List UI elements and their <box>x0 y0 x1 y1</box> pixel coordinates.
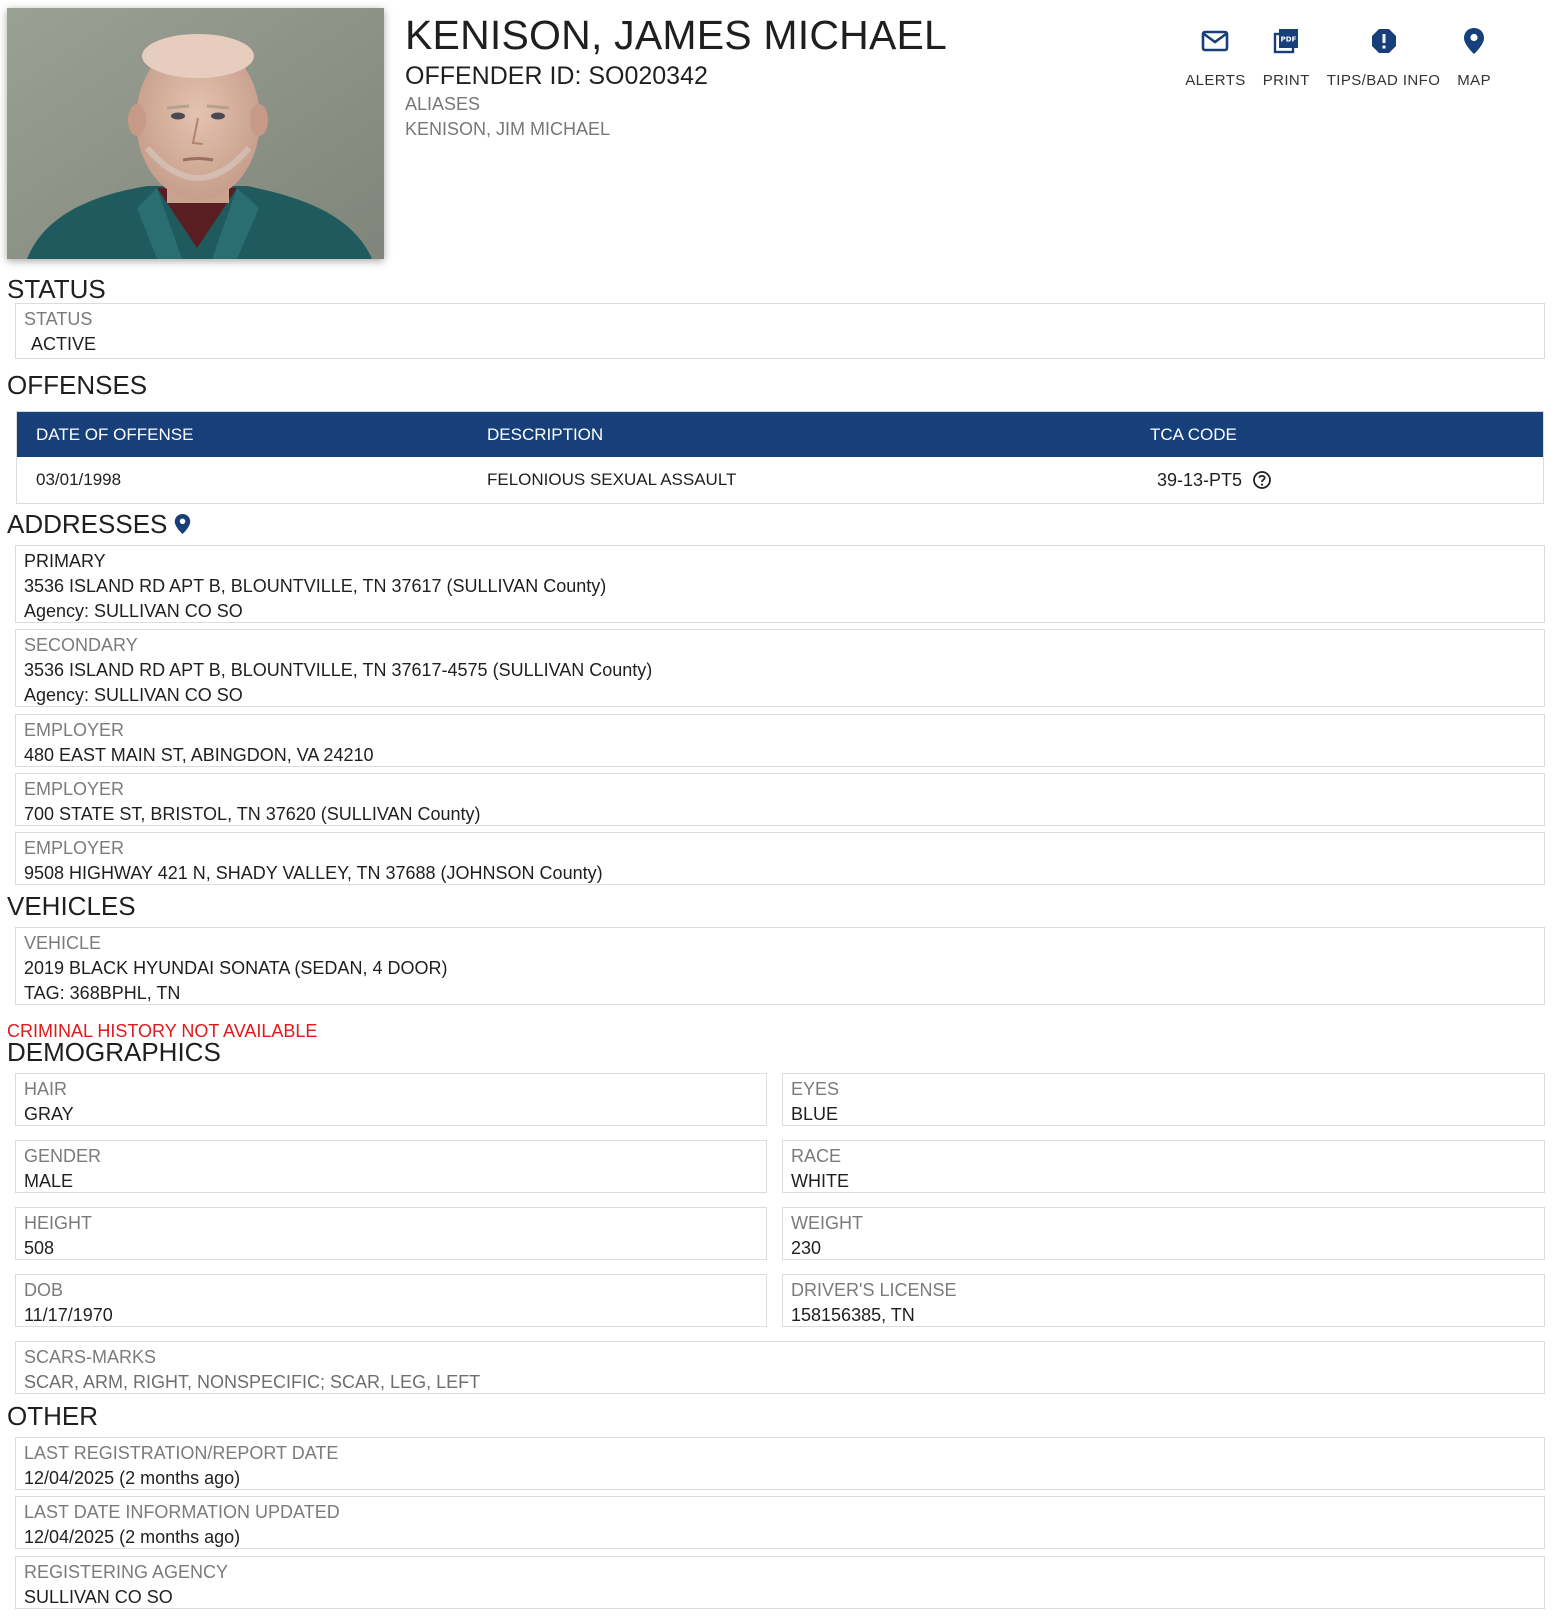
address-type: PRIMARY <box>24 551 106 571</box>
field-value: WHITE <box>791 1171 849 1191</box>
vehicle-label: VEHICLE <box>24 933 102 953</box>
vehicle-box <box>15 927 1545 1005</box>
field-value: 230 <box>791 1238 822 1258</box>
print-label: PRINT <box>1262 72 1310 89</box>
field-label: LAST DATE INFORMATION UPDATED <box>24 1502 340 1522</box>
status-section-title: STATUS <box>7 274 106 304</box>
addresses-section-title <box>7 509 191 539</box>
address-line: 700 STATE ST, BRISTOL, TN 37620 (SULLIVAN County) <box>24 804 481 824</box>
field-value: GRAY <box>24 1104 74 1124</box>
offender-photo <box>7 8 384 259</box>
status-box <box>15 303 1545 359</box>
field-label: SCARS-MARKS <box>24 1347 157 1367</box>
field-label: WEIGHT <box>791 1213 863 1233</box>
column-date-of-offense: DATE OF OFFENSE <box>36 424 194 444</box>
map-pin-icon <box>1463 22 1485 60</box>
gender-field <box>15 1140 767 1193</box>
table-row <box>17 457 1543 503</box>
field-value: SCAR, ARM, RIGHT, NONSPECIFIC; SCAR, LEG, LEFT <box>24 1372 481 1392</box>
vehicle-tag: TAG: 368BPHL, TN <box>24 983 181 1003</box>
race-field <box>782 1140 1545 1193</box>
field-value: 158156385, TN <box>791 1305 915 1325</box>
offenses-table-header <box>17 412 1543 457</box>
action-bar <box>1168 22 1491 89</box>
address-agency: Agency: SULLIVAN CO SO <box>24 685 243 705</box>
offense-description: FELONIOUS SEXUAL ASSAULT <box>487 470 737 489</box>
address-primary <box>15 545 1545 623</box>
drivers-license-field <box>782 1274 1545 1327</box>
field-value: 508 <box>24 1238 55 1258</box>
help-icon[interactable] <box>1252 470 1272 490</box>
address-employer <box>15 832 1545 885</box>
addresses-title: ADDRESSES <box>7 509 168 539</box>
field-label: LAST REGISTRATION/REPORT DATE <box>24 1443 339 1463</box>
mugshot-image <box>7 8 384 259</box>
tca-code-value: 39-13-PT5 <box>1157 469 1243 490</box>
address-line: 480 EAST MAIN ST, ABINGDON, VA 24210 <box>24 745 374 765</box>
offender-id: OFFENDER ID: SO020342 <box>405 62 708 90</box>
address-line: 9508 HIGHWAY 421 N, SHADY VALLEY, TN 37688 (JOHNSON County) <box>24 863 603 883</box>
mail-icon <box>1201 22 1229 60</box>
print-button[interactable] <box>1263 22 1310 89</box>
map-pin-icon[interactable] <box>174 512 191 536</box>
offenses-section-title: OFFENSES <box>7 370 148 400</box>
column-description: DESCRIPTION <box>487 424 604 444</box>
vehicle-description: 2019 BLACK HYUNDAI SONATA (SEDAN, 4 DOOR) <box>24 958 448 978</box>
address-line: 3536 ISLAND RD APT B, BLOUNTVILLE, TN 37617 (SULLIVAN County) <box>24 576 607 596</box>
alert-octagon-icon <box>1370 22 1398 60</box>
tca-code <box>1150 470 1272 491</box>
map-button[interactable] <box>1457 22 1491 89</box>
map-label: MAP <box>1457 72 1491 89</box>
dob-field <box>15 1274 767 1327</box>
scars-marks-field <box>15 1341 1545 1394</box>
column-tca-code: TCA CODE <box>1150 424 1237 444</box>
address-line: 3536 ISLAND RD APT B, BLOUNTVILLE, TN 37617-4575 (SULLIVAN County) <box>24 660 653 680</box>
address-secondary <box>15 629 1545 707</box>
field-label: DRIVER'S LICENSE <box>791 1280 957 1300</box>
tips-button[interactable] <box>1327 22 1441 89</box>
address-type: EMPLOYER <box>24 838 125 858</box>
field-label: DOB <box>24 1280 64 1300</box>
field-value: 12/04/2025 (2 months ago) <box>24 1527 241 1547</box>
alerts-label: ALERTS <box>1185 72 1246 89</box>
offender-name: KENISON, JAMES MICHAEL <box>405 12 948 58</box>
hair-field <box>15 1073 767 1126</box>
address-agency: Agency: SULLIVAN CO SO <box>24 601 243 621</box>
field-label: RACE <box>791 1146 842 1166</box>
address-employer <box>15 773 1545 826</box>
weight-field <box>782 1207 1545 1260</box>
field-value: MALE <box>24 1171 74 1191</box>
eyes-field <box>782 1073 1545 1126</box>
address-type: EMPLOYER <box>24 720 125 740</box>
aliases-label: ALIASES <box>405 94 481 114</box>
svg-text:PDF: PDF <box>1280 35 1297 44</box>
status-label: STATUS <box>24 309 93 329</box>
field-label: EYES <box>791 1079 840 1099</box>
field-label: HEIGHT <box>24 1213 93 1233</box>
demographics-section-title: DEMOGRAPHICS <box>7 1037 221 1067</box>
field-value: BLUE <box>791 1104 839 1124</box>
field-label: REGISTERING AGENCY <box>24 1562 229 1582</box>
vehicles-section-title: VEHICLES <box>7 891 136 921</box>
last-registration-field <box>15 1437 1545 1490</box>
field-value: SULLIVAN CO SO <box>24 1587 173 1607</box>
address-employer <box>15 714 1545 767</box>
status-value: ACTIVE <box>31 334 97 354</box>
alias-item: KENISON, JIM MICHAEL <box>405 119 611 139</box>
registering-agency-field <box>15 1556 1545 1609</box>
alerts-button[interactable] <box>1185 22 1245 89</box>
field-label: GENDER <box>24 1146 102 1166</box>
tips-label: TIPS/BAD INFO <box>1326 72 1441 89</box>
pdf-icon <box>1272 22 1300 60</box>
last-updated-field <box>15 1496 1545 1549</box>
offenses-table <box>16 411 1544 504</box>
field-value: 12/04/2025 (2 months ago) <box>24 1468 241 1488</box>
height-field <box>15 1207 767 1260</box>
field-value: 11/17/1970 <box>24 1305 113 1325</box>
offender-header <box>405 12 947 142</box>
address-type: EMPLOYER <box>24 779 125 799</box>
other-section-title: OTHER <box>7 1401 98 1431</box>
address-type: SECONDARY <box>24 635 138 655</box>
criminal-history-notice: CRIMINAL HISTORY NOT AVAILABLE <box>7 1021 318 1041</box>
field-label: HAIR <box>24 1079 68 1099</box>
offense-date: 03/01/1998 <box>36 470 122 489</box>
